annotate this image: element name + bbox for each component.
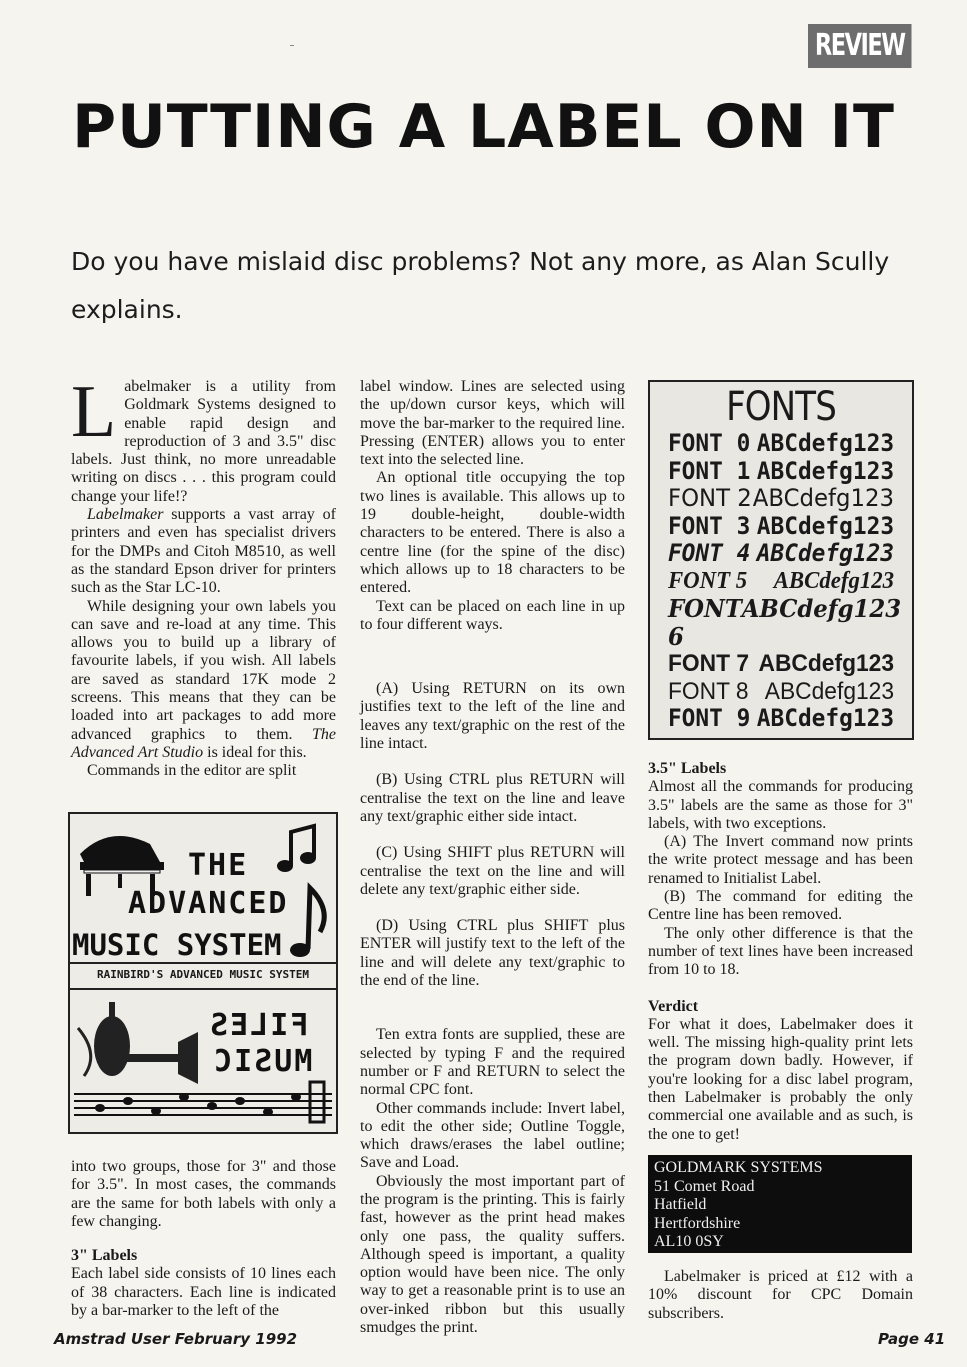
music-system-screenshot	[68, 812, 338, 1134]
font-label: FONT 3	[667, 511, 751, 540]
print-speck	[290, 45, 294, 46]
company-name: GOLDMARK SYSTEMS	[654, 1159, 823, 1176]
music-subtitle: RAINBIRD'S ADVANCED MUSIC SYSTEM	[97, 968, 309, 981]
paragraph: For what it does, Labelmaker does it well. The missing high-quality print lets the program down badly. However, if you're looking for a disc label program, then Labelmaker is probably the only commercial one available and as such, is the one to get!	[648, 1015, 913, 1143]
option-a: (A) The Invert command now prints the write protect message and has been renamed to Initialist Label.	[648, 833, 913, 887]
subheading-3inch: 3" Labels	[71, 1247, 138, 1265]
subheading-verdict: Verdict	[648, 997, 699, 1015]
divider	[70, 988, 336, 990]
address-line: Hertfordshire	[654, 1214, 741, 1232]
paragraph: Commands in the editor are split	[87, 762, 297, 780]
paragraph	[71, 506, 336, 597]
footer-publication: Amstrad User February 1992	[54, 1330, 298, 1348]
standfirst: Do you have mislaid disc problems? Not any more, as Alan Scully explains.	[71, 247, 890, 324]
font-sample: ABCdefg123	[758, 650, 895, 677]
mirrored-music: MUSIC	[212, 1044, 313, 1079]
paragraph	[71, 598, 336, 763]
option-c: (C) Using SHIFT plus RETURN will centralise the text on the line and will delete any text/graphic either side.	[360, 844, 625, 898]
paragraph-text: is ideal for this.	[203, 743, 307, 761]
paragraph-text: While designing your own labels you can save and re-load at any time. This allows you to build up a library of favourite labels, if you wish. All labels are saved as standard 17K mode 2 screens. This means that they can be loaded into art packages to add more advanced graphics to them.	[71, 597, 336, 743]
section-badge: REVIEW	[808, 24, 912, 68]
paragraph: Obviously the most important part of the program is the printing. This is fairly fast, however as the print head makes only one pass, the quality suffers. Although speed is important, a quality option would have been nice. The only way to get a reasonable print is to use an over-inked ribbon but this usually smudges the print.	[360, 1172, 625, 1337]
trumpet-icon	[120, 1032, 198, 1084]
font-sample: ABCdefg123	[752, 484, 895, 512]
paragraph: An optional title occupying the top two lines is available. This allows up to 19 double-height, double-width characters to be entered. There is also a centre line (for the spine of the disc) which allows up to 18 characters to be entered.	[360, 469, 625, 597]
font-label: FONT 2	[667, 484, 752, 512]
font-sample: ABCdefg123	[756, 511, 895, 540]
paragraph-text: supports a vast array of printers and even has specialist drivers for the DMPs and Citoh M8510, as well as the standard Epson driver for printers such as the Star LC-10.	[71, 506, 336, 597]
product-name: Labelmaker	[87, 506, 164, 524]
fonts-sample-box	[648, 380, 914, 740]
paragraph: Labelmaker is priced at £12 with a 10% discount for CPC Domain subscribers.	[648, 1268, 913, 1322]
font-row	[657, 430, 906, 458]
music-title-advanced: ADVANCED	[128, 886, 289, 921]
option-d: (D) Using CTRL plus SHIFT plus ENTER will justify text to the left of the line and will delete any text/graphic to the end of the line.	[360, 917, 625, 990]
paragraph: Other commands include: Invert label, to edit the other side; Outline Toggle, which draws/erases the label outline; Save and Load.	[360, 1099, 625, 1172]
font-row	[657, 705, 906, 733]
font-label: FONT 9	[667, 704, 751, 732]
font-sample: ABCdefg123	[773, 567, 895, 594]
font-label: FONT 8	[667, 677, 749, 705]
price-note	[648, 1268, 913, 1323]
paragraph: Each label side consists of 10 lines each of 38 characters. Each line is indicated by a bar-marker to the left of the	[71, 1265, 336, 1320]
font-sample: ABCdefg123	[741, 594, 902, 623]
paragraph: The only other difference is that the number of text lines have been increased from 10 to 18.	[648, 924, 913, 979]
option-b: (B) Using CTRL plus RETURN will centralise the text on the line and leave any text/graphic either side intact.	[360, 771, 625, 825]
article-column-3	[648, 760, 913, 1144]
music-title-system: MUSIC SYSTEM	[72, 928, 282, 962]
font-row	[657, 485, 906, 513]
article-column-1-continued	[71, 1158, 336, 1320]
music-title-the: THE	[188, 848, 249, 883]
font-row	[657, 650, 906, 678]
paragraph: label window. Lines are selected using the up/down cursor keys, which will move the bar-marker to the required line. Pressing (ENTER) allows you to enter text into the selected line.	[360, 378, 625, 469]
paragraph: into two groups, those for 3" and those for 3.5". In most cases, the commands are the same for both labels with only a few changing.	[71, 1158, 336, 1230]
option-b: (B) The command for editing the Centre line has been removed.	[648, 888, 913, 924]
font-row	[657, 458, 906, 486]
article-column-2	[360, 378, 625, 1337]
font-sample: ABCdefg123	[756, 429, 895, 457]
mirrored-files: FILES	[208, 1008, 309, 1043]
product-name: The Advanced Art Studio	[71, 725, 336, 761]
font-sample: ABCdefg123	[764, 677, 895, 705]
font-row	[657, 568, 906, 596]
drop-cap: L	[71, 371, 117, 453]
font-row	[657, 678, 906, 706]
postcode: AL10 0SY	[654, 1233, 724, 1250]
font-sample: ABCdefg123	[756, 456, 895, 485]
font-label: FONT 7	[667, 650, 750, 677]
violin-icon	[78, 1002, 130, 1076]
font-sample: ABCdefg123	[756, 704, 895, 732]
footer-page-number: Page 41	[878, 1330, 946, 1348]
address-line: Hatfield	[654, 1196, 707, 1213]
address-line: 51 Comet Road	[654, 1177, 755, 1195]
contact-address-box	[648, 1155, 912, 1253]
paragraph: Almost all the commands for producing 3.5" labels are the same as those for 3" labels, with two exceptions.	[648, 778, 913, 832]
font-label: FONT 6	[667, 594, 742, 651]
paragraph: Text can be placed on each line in up to four different ways.	[360, 597, 625, 633]
option-a: (A) Using RETURN on its own justifies text to the left of the line and leaves any text/graphic on the rest of the line intact.	[360, 680, 625, 753]
divider	[70, 962, 336, 964]
article-column-1	[71, 371, 336, 781]
font-row	[657, 513, 906, 541]
font-label: FONT 1	[667, 456, 751, 485]
fonts-title: FONTS	[726, 384, 836, 430]
subheading-35inch: 3.5" Labels	[648, 760, 727, 777]
paragraph: Ten extra fonts are supplied, these are selected by typing F and the required number or F and RETURN to select the normal CPC font.	[360, 1026, 625, 1099]
font-label: FONT 4	[667, 539, 751, 567]
intro-text: abelmaker is a utility from Goldmark Systems designed to enable rapid design and reproduction of 3 and 3.5" disc labels. Just think, no more unreadable writing on discs . . . this program could change your life!?	[71, 378, 336, 505]
font-label: FONT 0	[667, 429, 751, 457]
font-row	[657, 540, 906, 568]
font-row	[657, 595, 906, 650]
font-sample: ABCdefg123	[756, 539, 895, 567]
page-title: PUTTING A LABEL ON IT	[72, 92, 895, 162]
intro-paragraph	[71, 371, 336, 506]
font-label: FONT 5	[667, 567, 748, 594]
